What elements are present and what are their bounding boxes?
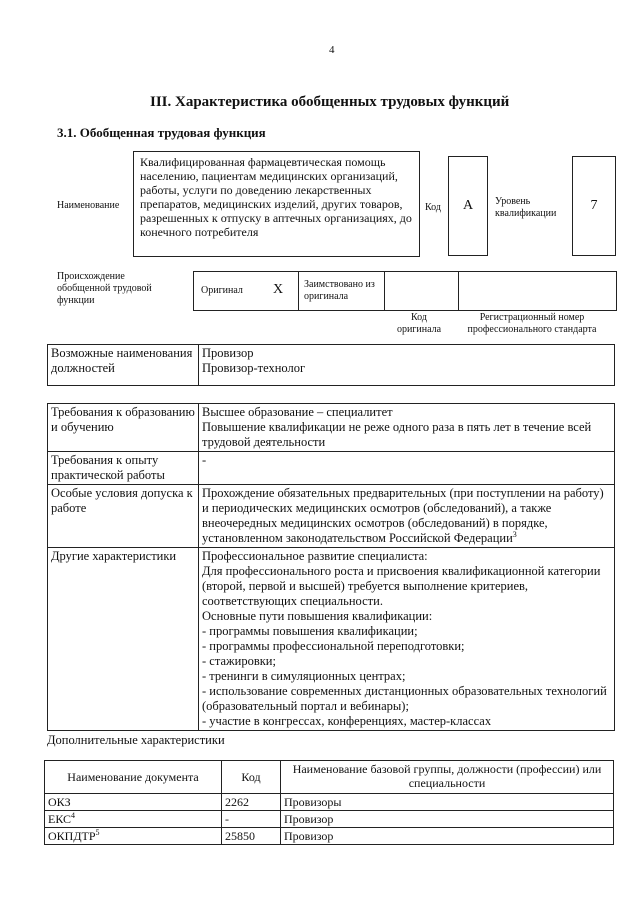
section-title: III. Характеристика обобщенных трудовых функций bbox=[150, 94, 510, 110]
footnote-3: 3 bbox=[512, 529, 517, 539]
subsection-title: 3.1. Обобщенная трудовая функция bbox=[57, 125, 266, 140]
req-education-value: Высшее образование – специалитет Повышение квалификации не реже одного раза в пять лет в течение всей трудовой деятельности bbox=[202, 405, 592, 449]
code-original-caption: Код оригинала bbox=[396, 312, 442, 335]
row-doc: ОКЗ bbox=[48, 795, 71, 809]
level-label: Уровень квалификации bbox=[495, 196, 557, 219]
original-label: Оригинал bbox=[201, 285, 243, 296]
row-doc: ОКПДТР bbox=[48, 829, 96, 843]
additional-title: Дополнительные характеристики bbox=[47, 733, 225, 747]
position-1: Провизор bbox=[202, 346, 254, 360]
req-education-label: Требования к образованию и обучению bbox=[51, 405, 195, 434]
level-value: 7 bbox=[572, 156, 616, 256]
row-code: - bbox=[225, 812, 229, 826]
row-name: Провизор bbox=[284, 812, 334, 826]
req-conditions-label: Особые условия допуска к работе bbox=[51, 486, 193, 515]
row-code: 2262 bbox=[225, 795, 249, 809]
original-mark: X bbox=[273, 282, 284, 297]
positions-table bbox=[47, 344, 615, 386]
name-value: Квалифицированная фармацевтическая помощь населению, пациентам медицинских организаций, работы, услуги по доведению лекарственных препаратов, медицинских изделий, других товаров, разрешенных к отпуску в аптечных организациях, до конечного потребителя bbox=[133, 151, 420, 257]
page-number: 4 bbox=[329, 44, 335, 56]
req-experience-value: - bbox=[202, 453, 207, 467]
position-2: Провизор-технолог bbox=[202, 361, 306, 375]
row-name: Провизор bbox=[284, 829, 334, 843]
code-value: A bbox=[448, 156, 488, 256]
footnote-4: 4 bbox=[71, 811, 76, 820]
header-code: Код bbox=[241, 770, 261, 784]
footnote-5: 5 bbox=[95, 828, 100, 837]
row-name: Провизоры bbox=[284, 795, 342, 809]
req-experience-label: Требования к опыту практической работы bbox=[51, 453, 165, 482]
borrowed-label: Заимствовано из оригинала bbox=[304, 279, 375, 302]
header-doc: Наименование документа bbox=[67, 770, 199, 784]
req-conditions-value: Прохождение обязательных предварительных (при поступлении на работу) и периодических медицинских осмотров (обследований), а также внеочередных медицинских осмотров (обследований) в порядке, установленном законодательством Российской Федерации bbox=[202, 486, 604, 545]
additional-table bbox=[44, 760, 614, 845]
requirements-table bbox=[47, 403, 615, 731]
req-other-value: Профессиональное развитие специалиста: Для профессионального роста и присвоения квалификационной категории (второй, первой и высшей) требуется выполнение критериев, соответствующих специальности. Основные пути повышения квалификации: - программы повышения квалификации; - программы профессиональной переподготовки; - стажировки; - тренинги в симуляционных центрах; - использование современных дистанционных образовательных технологий (образовательный портал и вебинары); - участие в конгрессах, конференциях, мастер-классах bbox=[202, 549, 607, 728]
table-row bbox=[45, 811, 614, 828]
table-row bbox=[45, 794, 614, 811]
positions-label: Возможные наименования должностей bbox=[51, 346, 193, 375]
row-code: 25850 bbox=[225, 829, 255, 843]
header-name: Наименование базовой группы, должности (профессии) или специальности bbox=[292, 762, 602, 790]
origin-label: Происхождение обобщенной трудовой функции bbox=[57, 271, 152, 306]
origin-table bbox=[193, 271, 617, 311]
row-doc: ЕКС bbox=[48, 812, 72, 826]
code-label: Код bbox=[425, 202, 441, 213]
name-label: Наименование bbox=[57, 200, 120, 211]
reg-number-caption: Регистрационный номер профессионального стандарта bbox=[467, 312, 597, 335]
req-other-label: Другие характеристики bbox=[51, 549, 177, 563]
table-row bbox=[45, 828, 614, 845]
